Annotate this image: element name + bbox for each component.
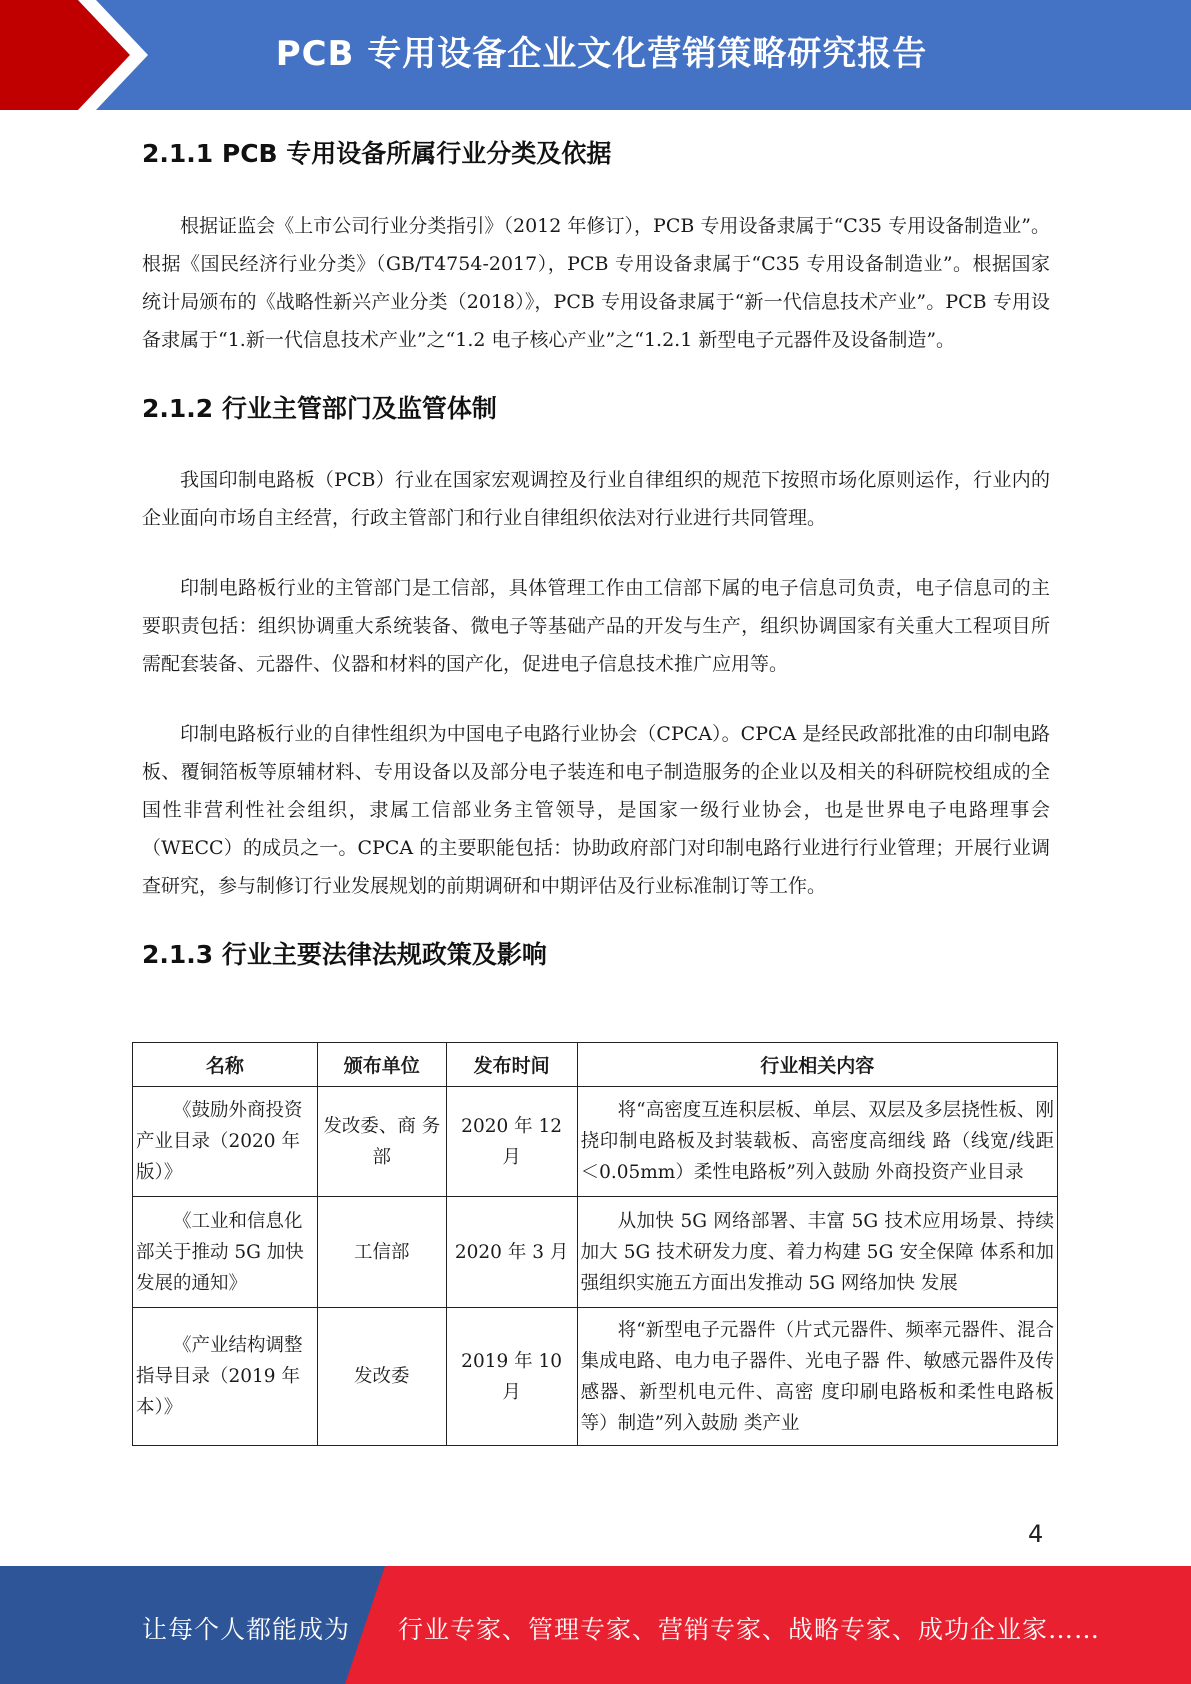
main-content — [142, 128, 1050, 971]
column-header: 发布时间 — [446, 1043, 577, 1087]
policy-issuer: 发改委、商 务部 — [317, 1087, 446, 1197]
policy-table — [132, 1042, 1058, 1446]
column-header: 颁布单位 — [317, 1043, 446, 1087]
column-header: 行业相关内容 — [577, 1043, 1057, 1087]
column-header: 名称 — [133, 1043, 318, 1087]
section-heading-2-1-3: 2.1.3 行业主要法律法规政策及影响 — [142, 940, 547, 969]
header-bar — [0, 0, 1191, 110]
paragraph: 我国印制电路板（PCB）行业在国家宏观调控及行业自律组织的规范下按照市场化原则运作，行业内的企业面向市场自主经营，行政主管部门和行业自律组织依法对行业进行共同管理。 — [142, 469, 1050, 529]
section-heading-2-1-2: 2.1.2 行业主管部门及监管体制 — [142, 394, 497, 423]
policy-name: 《工业和信息化部关于推动 5G 加快发展的通知》 — [133, 1197, 318, 1308]
section-heading-2-1-1: 2.1.1 PCB 专用设备所属行业分类及依据 — [142, 139, 612, 168]
footer-slogan-right: 行业专家、管理专家、营销专家、战略专家、成功企业家…… — [398, 1615, 1101, 1644]
policy-content: 将“新型电子元器件（片式元器件、频率元器件、混合集成电路、电力电子器件、光电子器 件、敏感元器件及传感器、新型机电元件、高密 度印刷电路板和柔性电路板等）制造”列入鼓励 类产业 — [577, 1308, 1057, 1446]
policy-content: 从加快 5G 网络部署、丰富 5G 技术应用场景、持续加大 5G 技术研发力度、着力构建 5G 安全保障 体系和加强组织实施五方面出发推动 5G 网络加快 发展 — [577, 1197, 1057, 1308]
paragraph: 根据证监会《上市公司行业分类指引》（2012 年修订），PCB 专用设备隶属于“C35 专用设备制造业”。根据《国民经济行业分类》（GB/T4754-2017），PCB 专用设备隶属于“C35 专用设备制造业”。根据国家统计局颁布的《战略性新兴产业分类（2018）》，PCB 专用设备隶属于“新一代信息技术产业”。PCB 专用设备隶属于“1.新一代信息技术产业”之“1.2 电子核心产业”之“1.2.1 新型电子元器件及设备制造”。 — [142, 215, 1050, 351]
policy-date: 2020 年 3 月 — [446, 1197, 577, 1308]
table-row — [133, 1197, 1058, 1308]
paragraph: 印制电路板行业的主管部门是工信部，具体管理工作由工信部下属的电子信息司负责，电子信息司的主要职责包括：组织协调重大系统装备、微电子等基础产品的开发与生产，组织协调国家有关重大工程项目所需配套装备、元器件、仪器和材料的国产化，促进电子信息技术推广应用等。 — [142, 577, 1050, 675]
policy-date: 2020 年 12 月 — [446, 1087, 577, 1197]
policy-date: 2019 年 10 月 — [446, 1308, 577, 1446]
paragraph: 印制电路板行业的自律性组织为中国电子电路行业协会（CPCA）。CPCA 是经民政部批准的由印制电路板、覆铜箔板等原辅材料、专用设备以及部分电子装连和电子制造服务的企业以及相关的科研院校组成的全国性非营利性社会组织，隶属工信部业务主管领导，是国家一级行业协会，也是世界电子电路理事会（WECC）的成员之一。CPCA 的主要职能包括：协助政府部门对印制电路行业进行行业管理；开展行业调查研究，参与制修订行业发展规划的前期调研和中期评估及行业标准制订等工作。 — [142, 723, 1050, 897]
page-number: 4 — [1028, 1520, 1044, 1548]
policy-name: 《鼓励外商投资产业目录（2020 年版）》 — [133, 1087, 318, 1197]
table-row — [133, 1308, 1058, 1446]
report-title: PCB 专用设备企业文化营销策略研究报告 — [275, 34, 928, 74]
table-header-row — [133, 1043, 1058, 1087]
policy-name: 《产业结构调整指导目录（2019 年本）》 — [133, 1308, 318, 1446]
policy-issuer: 发改委 — [317, 1308, 446, 1446]
footer-slogan-left: 让每个人都能成为 — [142, 1615, 351, 1644]
table-row — [133, 1087, 1058, 1197]
policy-issuer: 工信部 — [317, 1197, 446, 1308]
policy-content: 将“高密度互连积层板、单层、双层及多层挠性板、刚挠印制电路板及封装载板、高密度高细线 路（线宽/线距＜0.05mm）柔性电路板”列入鼓励 外商投资产业目录 — [577, 1087, 1057, 1197]
